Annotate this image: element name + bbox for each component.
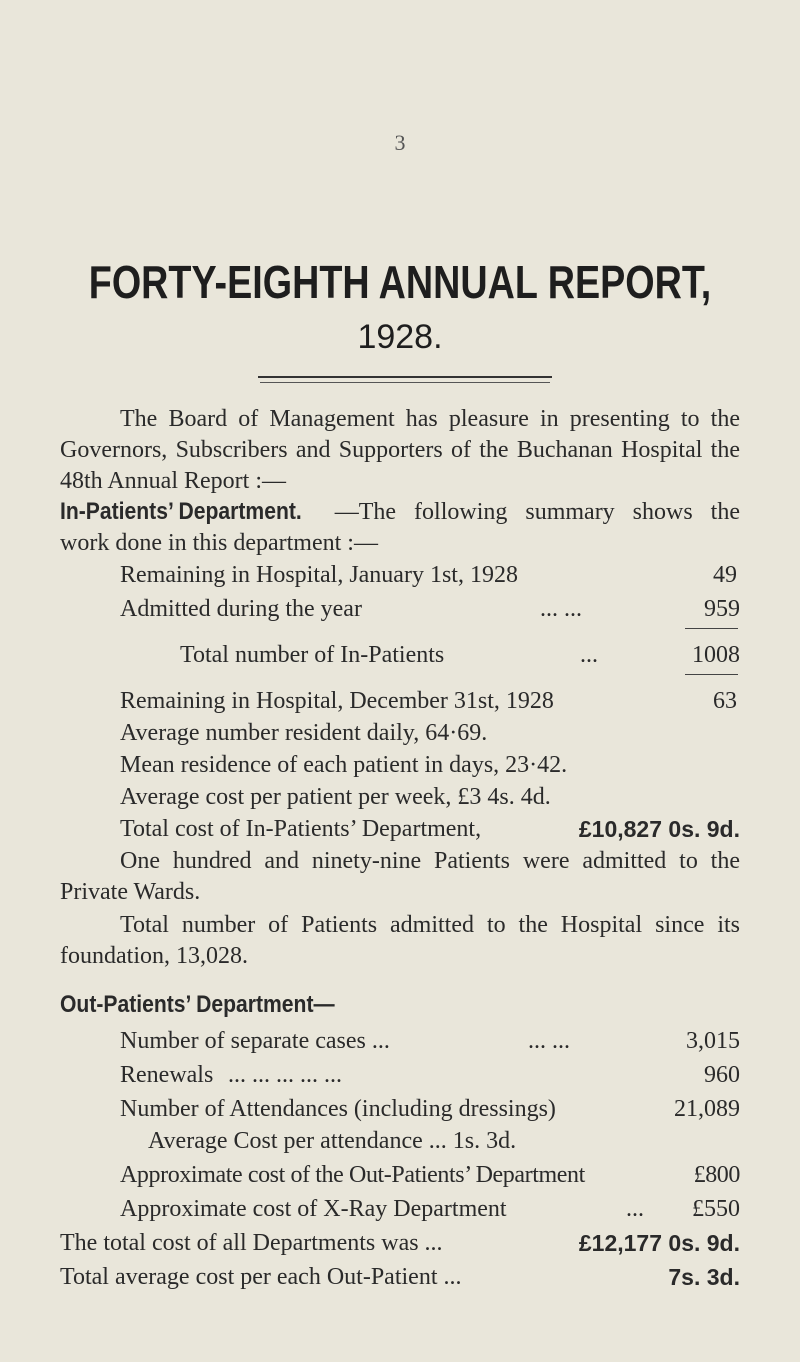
avg-each-label: Total average cost per each Out-Patient ... [60, 1264, 462, 1290]
out-patients-heading-line [60, 990, 372, 1020]
xray-value: £550 [692, 1196, 740, 1222]
remaining-dec-label: Remaining in Hospital, December 31st, 1928 [120, 688, 554, 714]
avg-each-value: 7s. 3d. [668, 1264, 740, 1290]
page-number: 3 [394, 130, 406, 155]
sum-rule-2 [685, 674, 738, 675]
renewals-value: 960 [704, 1062, 740, 1088]
total-all-value: £12,177 0s. 9d. [578, 1230, 740, 1256]
row-total-all [60, 1228, 740, 1258]
report-year: 1928. [357, 318, 443, 356]
total-all-label: The total cost of all Departments was ... [60, 1230, 443, 1256]
mean-residence: Mean residence of each patient in days, 23·42. [120, 752, 568, 778]
sum-rule [685, 628, 738, 629]
attendances-value: 21,089 [674, 1096, 740, 1122]
approx-cost-value: £800 [693, 1162, 740, 1188]
admitted-label: Admitted during the year [120, 596, 362, 622]
separate-cases-value: 3,015 [686, 1028, 740, 1054]
out-patients-heading: Out-Patients’ Department— [60, 991, 335, 1018]
average-cost-week: Average cost per patient per week, £3 4s. 4d. [120, 784, 551, 810]
in-patients-intro [60, 496, 740, 559]
xray-dots: ... [626, 1196, 644, 1222]
admitted-dots: ... ... [540, 596, 582, 622]
title-divider [258, 376, 552, 378]
average-resident: Average number resident daily, 64·69. [120, 720, 488, 746]
attendances-label: Number of Attendances (including dressings) [120, 1096, 556, 1122]
in-patients-heading-rest: —The following summary shows the work done in this department :— [60, 499, 740, 556]
remaining-jan-label: Remaining in Hospital, January 1st, 1928 [120, 562, 518, 588]
admitted-value: 959 [704, 596, 740, 622]
title-divider-thin [260, 382, 550, 383]
total-cost-value: £10,827 0s. 9d. [578, 816, 740, 842]
renewals-label: Renewals [120, 1062, 214, 1088]
remaining-jan-value: 49 [713, 562, 737, 588]
total-in-patients-dots: ... [580, 642, 598, 668]
renewals-dots: ... ... ... ... ... [228, 1062, 342, 1088]
private-wards-text: One hundred and ninety-nine Patients were admitted to the Private Wards. [60, 848, 740, 905]
since-foundation-text: Total number of Patients admitted to the Hospital since its foundation, 13,028. [60, 912, 740, 969]
report-title: FORTY-EIGHTH ANNUAL REPORT, [88, 256, 712, 308]
in-patients-heading: In-Patients’ Department. [60, 498, 302, 525]
total-in-patients-value: 1008 [692, 642, 740, 668]
xray-label: Approximate cost of X-Ray Department [120, 1196, 507, 1222]
approx-cost-label: Approximate cost of the Out-Patients’ Department [120, 1162, 585, 1188]
total-in-patients-label: Total number of In-Patients [180, 642, 445, 668]
separate-cases-label: Number of separate cases ... [120, 1028, 390, 1054]
separate-cases-dots: ... ... [528, 1028, 570, 1054]
remaining-dec-value: 63 [713, 688, 737, 714]
avg-cost-attendance: Average Cost per attendance ... 1s. 3d. [148, 1128, 517, 1154]
row-total-cost [120, 814, 740, 844]
intro-paragraph: The Board of Management has pleasure in presenting to the Governors, Subscribers and Supporters of the Buchanan Hospital the 48th Annual Report :— [60, 406, 740, 494]
row-avg-each [60, 1262, 740, 1292]
total-cost-label: Total cost of In-Patients’ Department, [120, 816, 482, 842]
